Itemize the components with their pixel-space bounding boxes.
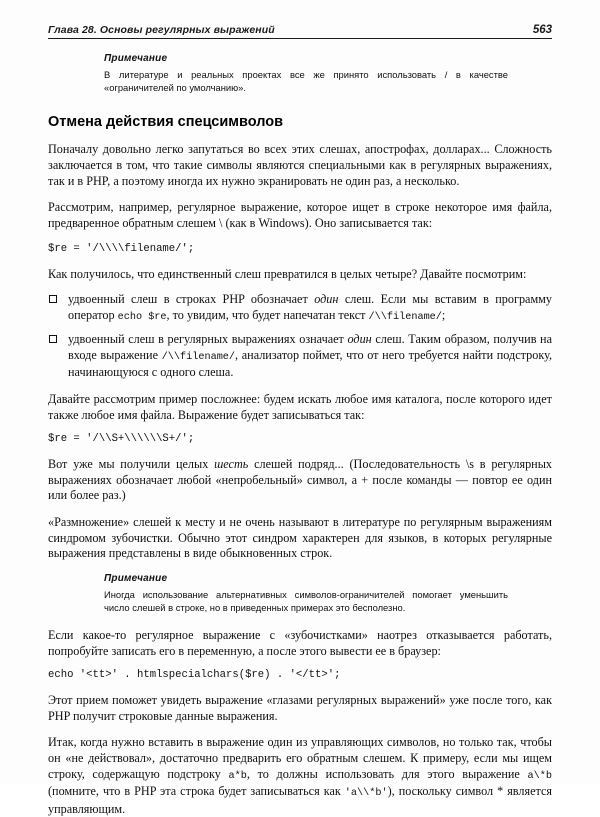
explanation-list: [48, 292, 552, 381]
note-text: В литературе и реальных проектах все же принято использовать / в качестве «ограничителей по умолчанию».: [104, 69, 508, 94]
final-part3: (помните, что в PHP эта строка будет записываться как: [48, 784, 345, 799]
paragraph-six-slashes: [48, 457, 552, 504]
inline-code-php-string: 'a\\*b': [344, 788, 388, 800]
final-part4: ), поскольку символ * является управляющим.: [48, 784, 552, 816]
bullet-text-part3: , то увидим, что будет напечатан текст: [166, 307, 369, 322]
paragraph-example-intro: Рассмотрим, например, регулярное выражение, которое ищет в строке некоторое имя файла, предваренное обратным слешем \ (как в Windows). Оно записывается так:: [48, 200, 552, 230]
page-number: 563: [532, 24, 552, 36]
bullet-emphasis: один: [347, 332, 372, 347]
bullet-text-part1: удвоенный слеш в строках PHP обозначает: [68, 291, 315, 306]
list-item: [48, 292, 552, 325]
bullet-text-part4: ;: [441, 307, 446, 322]
bullet-emphasis: один: [314, 291, 339, 306]
paragraph-trick-result: Этот прием поможет увидеть выражение «глазами регулярных выражений» уже после того, как PHP получит строковые данные выражения.: [48, 693, 552, 723]
note-label: Примечание: [104, 53, 168, 64]
paragraph-debug-tip: Если какое-то регулярное выражение с «зубочистками» наотрез отказывается работать, попробуйте записать его в переменную, а после этого вывести ее в браузер:: [48, 628, 552, 658]
note-text: Иногда использование альтернативных символов-ограничителей помогает уменьшить число слешей в строке, но в приведенных примерах это бесполезно.: [104, 588, 508, 613]
paragraph-intro: Поначалу довольно легко запутаться во всех этих слешах, апострофах, долларах... Сложность заключается в том, что такие символы являются специальными как в регулярных выражениях, так и в PHP, а поэтому иногда их нужно экранировать не один раз, а несколько.: [48, 142, 552, 188]
running-head: [48, 24, 552, 39]
paragraph-escaping-summary: [48, 735, 552, 817]
code-line-path-regex: $re = '/\\S+\\\\\\S+/';: [48, 433, 195, 446]
inline-code-ab: a*b: [228, 770, 247, 782]
code-line-htmlspecialchars: echo '<tt>' . htmlspecialchars($re) . '</tt>';: [48, 669, 341, 682]
p5-part1: Вот уже мы получили целых: [48, 457, 215, 472]
p5-emphasis: шесть: [214, 457, 249, 472]
paragraph-toothpick-syndrome: «Размножение» слешей к месту и не очень называют в литературе по регулярным выражениям синдромом зубочистки. Обычно этот синдром характерен для языков, в которых регулярные выражения представлены в виде обыкновенных строк.: [48, 514, 552, 561]
inline-code-regex: /\\filename/: [161, 351, 236, 363]
bullet-text-part2: слеш. Таким образом, получив на входе выражение: [68, 332, 552, 362]
note-block-first: [104, 53, 552, 94]
bullet-text-part2: слеш. Если мы вставим в программу оператор: [68, 291, 552, 322]
note-block-second: [104, 573, 552, 614]
inline-code-echo: echo $re: [117, 311, 167, 323]
final-part1: Итак, когда нужно вставить в выражение один из управляющих символов, но только так, чтобы он «не действовал», достаточно предварить его обратным слешем. К примеру, если мы ищем строку, содержащую подстроку: [48, 735, 552, 781]
final-part2: , то должны использовать для этого выражение: [246, 766, 528, 781]
p5-part2: слешей подряд... (Последовательность \s в регулярных выражениях обозначает любой «непробельный» символ, а + после команды — повтор ее один или более раз.): [48, 457, 552, 503]
square-bullet-icon: [49, 295, 57, 303]
code-line-filename-regex: $re = '/\\\\filename/';: [48, 243, 195, 256]
chapter-title: Глава 28. Основы регулярных выражений: [48, 24, 275, 36]
inline-code-output: /\\filename/: [368, 311, 442, 323]
paragraph-harder-example: Давайте рассмотрим пример посложнее: будем искать любое имя каталога, после которого идет также любое имя файла. Выражение будет записываться так:: [48, 391, 552, 422]
list-item: [48, 332, 552, 381]
inline-code-escaped-ab: a\*b: [527, 770, 552, 782]
note-label: Примечание: [104, 572, 168, 584]
paragraph-question: Как получилось, что единственный слеш превратился в целых четыре? Давайте посмотрим:: [48, 267, 527, 282]
bullet-text-part3: , анализатор поймет, что от него требуется найти подстроку, начинающуюся с одного слеша.: [68, 347, 552, 380]
square-bullet-icon: [49, 335, 57, 343]
section-heading: Отмена действия спецсимволов: [48, 114, 284, 131]
bullet-text-part1: удвоенный слеш в регулярных выражениях означает: [68, 332, 348, 347]
